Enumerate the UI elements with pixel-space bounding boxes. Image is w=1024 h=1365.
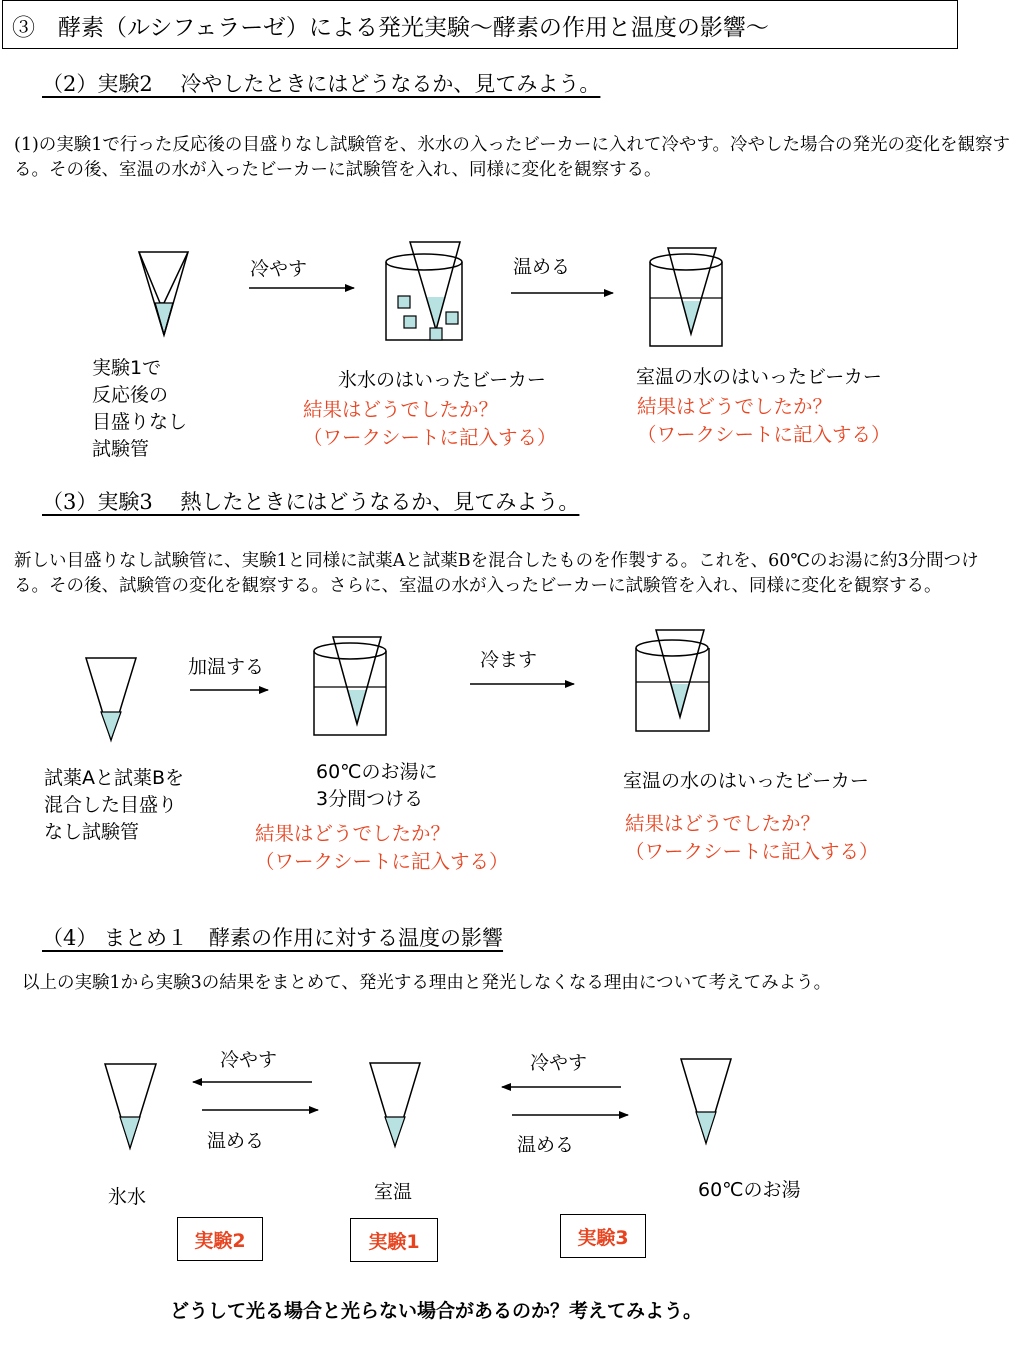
exp2-heading: （2）実験2 冷やしたときにはどうなるか、見てみよう。 [42,72,601,96]
exp3-hot-beaker-icon [314,637,386,735]
summary-tube2-label: 室温 [374,1181,413,1203]
exp3-beaker2-label: 室温の水のはいったビーカー [623,770,869,792]
exp2-tube-icon [139,252,188,335]
exp2-beaker1-label: 氷水のはいったビーカー [338,369,546,391]
exp3-tube-icon [86,658,136,740]
exp2-beaker2-label: 室温の水のはいったビーカー [636,366,882,388]
exp2-result1-text: 結果はどうでしたか？ （ワークシートに記入する） [303,398,557,449]
summary-question: どうして光る場合と光らない場合があるのか？考えてみよう。 [170,1300,703,1322]
summary-heading: （4） まとめ１ 酵素の作用に対する温度の影響 [42,926,504,950]
summary-cool2-label: 冷やす [530,1052,588,1074]
summary-paragraph: 以上の実験1から実験3の結果をまとめて、発光する理由と発光しなくなる理由について考えてみよう。 [22,973,832,993]
exp3-cooldown-label: 冷ます [480,649,538,671]
exp3-beaker1-label: 60℃のお湯に 3分間つける [316,761,438,810]
summary-warm1-label: 温める [207,1130,265,1152]
exp3-paragraph: 新しい目盛りなし試験管に、実験1と同様に試薬Aと試薬Bを混合したものを作製する。これを、60℃のお湯に約3分間つける。その後、試験管の変化を観察する。さらに、室温の水が入ったビーカーに試験管を入れ、同様に変化を観察する。 [14,551,979,596]
page-title: ③ 酵素（ルシフェラーゼ）による発光実験～酵素の作用と温度の影響～ [12,15,769,41]
exp2-badge: 実験2 [177,1217,263,1261]
exp3-heat-label: 加温する [188,656,265,678]
exp3-result2-text: 結果はどうでしたか？ （ワークシートに記入する） [625,812,879,863]
exp1-badge: 実験1 [350,1218,438,1262]
exp2-paragraph: (1)の実験1で行った反応後の目盛りなし試験管を、氷水の入ったビーカーに入れて冷やす。冷やした場合の発光の変化を観察する。その後、室温の水が入ったビーカーに試験管を入れ、同様に変化を観察する。 [14,135,1010,180]
exp3-badge: 実験3 [560,1214,646,1258]
exp3-tube-label: 試薬Aと試薬Bを 混合した目盛り なし試験管 [44,767,185,843]
summary-cool1-label: 冷やす [220,1049,278,1071]
summary-tube3-icon [681,1059,731,1143]
summary-tube1-icon [105,1064,156,1148]
summary-tube1-label: 氷水 [108,1186,147,1208]
exp3-result1-text: 結果はどうでしたか？ （ワークシートに記入する） [255,822,509,873]
exp2-room-beaker-icon [650,248,722,346]
exp2-tube-label: 実験1で 反応後の 目盛りなし 試験管 [92,357,188,460]
exp2-cool-label: 冷やす [250,258,308,280]
summary-warm2-label: 温める [517,1134,575,1156]
exp3-heading: （3）実験3 熱したときにはどうなるか、見てみよう。 [42,490,580,514]
exp2-result2-text: 結果はどうでしたか？ （ワークシートに記入する） [637,395,891,446]
summary-tube2-icon [370,1063,420,1146]
exp3-room-beaker-icon [636,630,709,731]
summary-tube3-label: 60℃のお湯 [698,1179,801,1201]
exp2-ice-beaker-icon [386,242,462,340]
exp2-warm-label: 温める [513,256,571,278]
